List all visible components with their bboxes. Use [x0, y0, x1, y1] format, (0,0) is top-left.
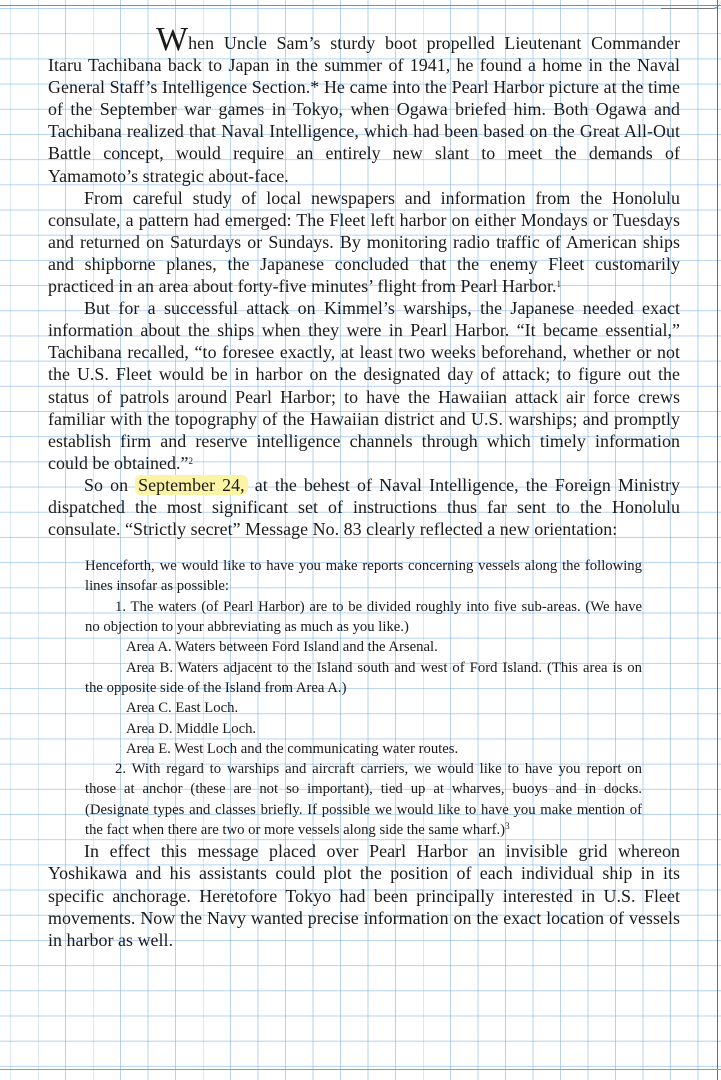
- quote-area-b: Area B. Waters adjacent to the Island south and west of Ford Island. (This area is on the opposite side of the Island from Area A.): [85, 659, 642, 696]
- page-text: [48, 21, 680, 951]
- paragraph-4: [48, 474, 680, 540]
- drop-cap: W: [156, 21, 189, 58]
- quote-point-2: [85, 759, 642, 840]
- paragraph-2-text: From careful study of local newspapers and information from the Honolulu consulate, a pattern had emerged: The Fleet left harbor on either Mondays or Tuesdays and returned on Saturdays or Sundays. By monitoring radio traffic of American ships and shipborne planes, the Japanese concluded that the enemy Fleet customarily practiced in an area about forty-five minutes’ flight from Pearl Harbor.: [48, 187, 680, 297]
- paragraph-5-text: In effect this message placed over Pearl Harbor an invisible grid whereon Yoshikawa and his assistants could plot the position of each individual ship in its specific anchorage. Heretofore Tokyo had been principally interested in U.S. Fleet movements. Now the Navy wanted precise information on the exact location of vessels in harbor as well.: [48, 841, 680, 950]
- page-border-top: [0, 5, 721, 6]
- footnote-ref-3: 3: [505, 821, 510, 832]
- quote-area-e: Area E. West Loch and the communicating water routes.: [126, 740, 459, 757]
- quote-intro: Henceforth, we would like to have you make reports concerning vessels along the following lines insofar as possible:: [85, 558, 642, 595]
- page-corner-curl: [661, 0, 721, 9]
- footnote-ref-1: 1: [556, 279, 562, 290]
- quote-area-c: Area C. East Loch.: [126, 700, 239, 717]
- quote-area-a: Area A. Waters between Ford Island and the Arsenal.: [126, 639, 438, 656]
- quote-point-1: 1. The waters (of Pearl Harbor) are to be divided roughly into five sub-areas. (We have no objection to your abbreviating as much as you like.): [85, 598, 642, 636]
- quote-area-d: Area D. Middle Loch.: [126, 720, 257, 737]
- block-quote: [85, 556, 642, 840]
- quote-point-2-text: 2. With regard to warships and aircraft carriers, we would like to have you report on those at anchor (these are not so important), tied up at wharves, buoys and in docks. (Designate types and classes briefly. If possible we would like to have you make mention of the fact when there are two or more vessels along side the same wharf.): [85, 761, 642, 839]
- page-border-right: [717, 0, 718, 1080]
- paragraph-3-text: But for a successful attack on Kimmel’s warships, the Japanese needed exact information about the ships when they were in Pearl Harbor. “It became essential,” Tachibana recalled, “to foresee exactly, at least two weeks beforehand, whether or not the U.S. Fleet would be in harbor on the designated day of attack; to figure out the status of patrols around Pearl Harbor; to have the Hawaiian attack air force crews familiar with the topography of the Hawaiian district and U.S. warships; and promptly establish firm and reserve intelligence channels through which timely information could be obtained.”: [48, 298, 680, 473]
- page-border-bottom: [0, 1069, 721, 1070]
- paragraph-1-text: hen Uncle Sam’s sturdy boot propelled Lieutenant Commander Itaru Tachibana back to Japan in the summer of 1941, he found a home in the Naval General Staff’s Intelligence Section.* He came into the Pearl Harbor picture at the time of the September war games in Tokyo, when Ogawa briefed him. Both Ogawa and Tachibana realized that Naval Intelligence, which had been based on the Great All-Out Battle concept, would require an entirely new slant to meet the demands of Yamamoto’s strategic about-face.: [48, 33, 680, 186]
- paragraph-2: [48, 187, 680, 297]
- paragraph-1: [48, 21, 680, 187]
- paragraph-4-text: at the behest of Naval Intelligence, the Foreign Ministry dispatched the most significant set of instructions thus far sent to the Honolulu consulate. “Strictly secret” Message No. 83 clearly reflected a new orientation:: [48, 474, 680, 540]
- paragraph-5: [48, 840, 680, 950]
- footnote-ref-2: 2: [188, 455, 194, 466]
- paragraph-4-lead: So on: [84, 474, 129, 495]
- paragraph-3: [48, 297, 680, 474]
- highlighted-date: September 24,: [135, 475, 248, 495]
